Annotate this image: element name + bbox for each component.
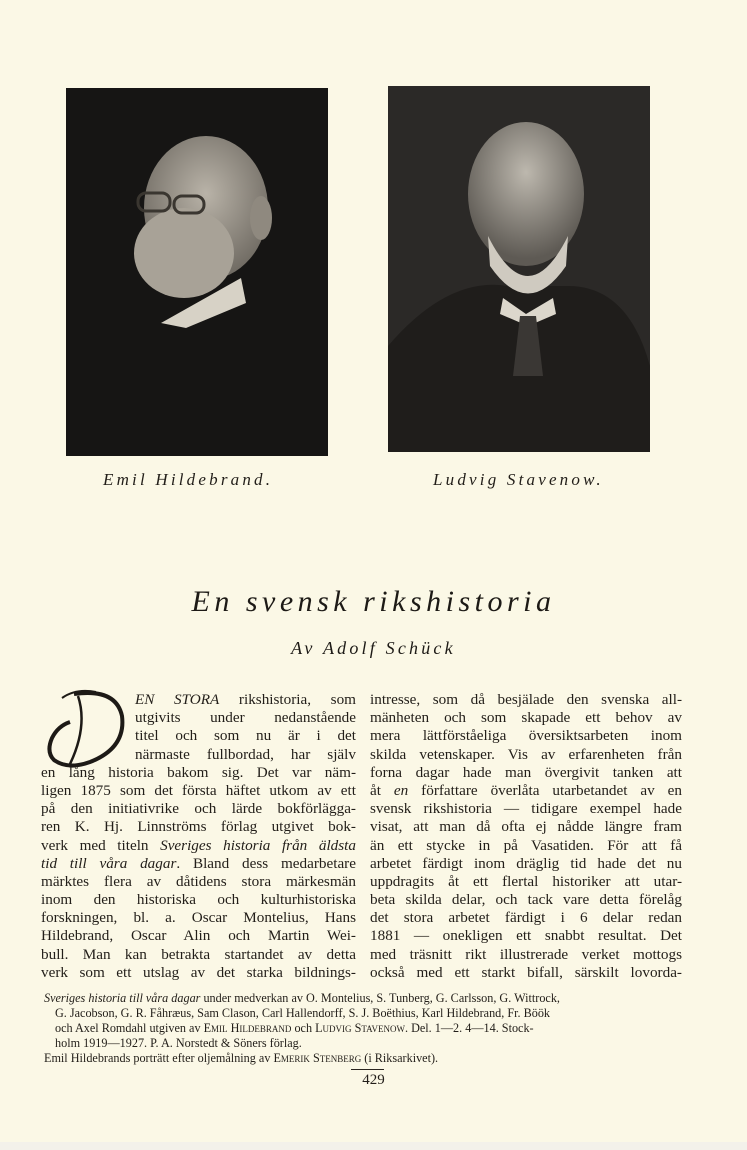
text-line: forna dagar hade man övergivit tanken att — [370, 763, 682, 781]
scan-edge — [0, 1142, 747, 1150]
text-line: det stora arbetet färdigt i 6 delar redan — [370, 909, 682, 927]
footnote-line: holm 1919—1927. P. A. Norstedt & Söners förlag. — [55, 1036, 302, 1050]
text-line: uppdragits åt ett flertal historiker att utar- — [370, 872, 682, 890]
page-number: 429 — [362, 1072, 385, 1088]
footnote — [44, 991, 706, 1066]
footnote-line: och Axel Romdahl utgiven av Emil Hildebrand och Ludvig Stavenow. Del. 1—2. 4—14. Stock- — [55, 1021, 534, 1035]
text-line: 1881 — onekligen ett snabbt resultat. Det — [370, 927, 682, 945]
text-line: utgivits under nedanstående — [135, 709, 356, 727]
text-line: på den initiativrike och lärde bokförlägga- — [41, 800, 356, 818]
text-line: Hildebrand, Oscar Alin och Martin Wei- — [41, 927, 356, 945]
article-column-1 — [41, 691, 356, 982]
text-line: ren K. Hj. Linnströms förlag utgivet bok- — [41, 818, 356, 836]
text-line: forskningen, bl. a. Oscar Montelius, Hans — [41, 909, 356, 927]
article-byline: Av Adolf Schück — [291, 638, 456, 658]
text-line: en lång historia bakom sig. Det var näm- — [41, 763, 356, 781]
text-line: titel och som nu är i det — [135, 727, 356, 745]
text-line: verk med titeln Sveriges historia från äldsta — [41, 836, 356, 854]
text-line: närmaste fullbordad, har själv — [135, 745, 356, 763]
article-title: En svensk rikshistoria — [191, 585, 556, 618]
text-line: mänheten och som skapade ett behov av — [370, 709, 682, 727]
text-line: skilda vetenskaper. Vis av erfarenheten från — [370, 745, 682, 763]
text-line: svensk rikshistoria — tidigare exempel hade — [370, 800, 682, 818]
text-line: bull. Man kan betrakta startandet av detta — [41, 945, 356, 963]
text-line: märktes flera av dåtidens stora märkesmän — [41, 872, 356, 890]
portrait-emil-hildebrand — [66, 88, 328, 456]
text-line: visat, att man då ofta ej nådde längre fram — [370, 818, 682, 836]
footnote-line: Sveriges historia till våra dagar under medverkan av O. Montelius, S. Tunberg, G. Carlsson, G. Wittrock, — [44, 991, 560, 1005]
text-line: också med ett starkt bifall, särskilt lovorda- — [370, 963, 682, 981]
portrait-image — [388, 86, 650, 452]
text-line: än ett stycke in på Vasatiden. För att få — [370, 836, 682, 854]
text-line: beta skilda delar, och tack vare detta förelåg — [370, 891, 682, 909]
text-line: mera lättförståeliga översiktsarbeten inom — [370, 727, 682, 745]
text-line: med träsnitt rikt illustrerade verket mottogs — [370, 945, 682, 963]
article-column-2 — [370, 691, 682, 982]
text-line: verk som ett utslag av det starka bildnings- — [41, 963, 356, 981]
portrait-ludvig-stavenow — [388, 86, 650, 452]
text-line: ligen 1875 som det första häftet utkom av ett — [41, 781, 356, 799]
footnote-line: Emil Hildebrands porträtt efter oljemålning av Emerik Stenberg (i Riksarkivet). — [44, 1051, 439, 1065]
page-number-rule — [351, 1069, 384, 1070]
text-line: tid till våra dagar. Bland dess medarbetare — [41, 854, 356, 872]
text-line: intresse, som då besjälade den svenska all- — [370, 691, 682, 708]
portrait-image — [66, 88, 328, 456]
text-line: inom den historiska och kulturhistoriska — [41, 891, 356, 909]
lead-in: EN STORA — [135, 691, 220, 708]
portrait-caption: Emil Hildebrand. — [103, 470, 274, 489]
footnote-line: G. Jacobson, G. R. Fåhræus, Sam Clason, Carl Hallendorff, S. J. Boëthius, Karl Hildebrand, Fr. Böök — [55, 1006, 551, 1020]
text-line: åt en författare överlåta utarbetandet av en — [370, 781, 682, 799]
text-line: EN STORA rikshistoria, som — [135, 691, 356, 708]
portrait-caption: Ludvig Stavenow. — [433, 470, 604, 489]
text-line: arbetet färdigt inom dräglig tid hade det nu — [370, 854, 682, 872]
